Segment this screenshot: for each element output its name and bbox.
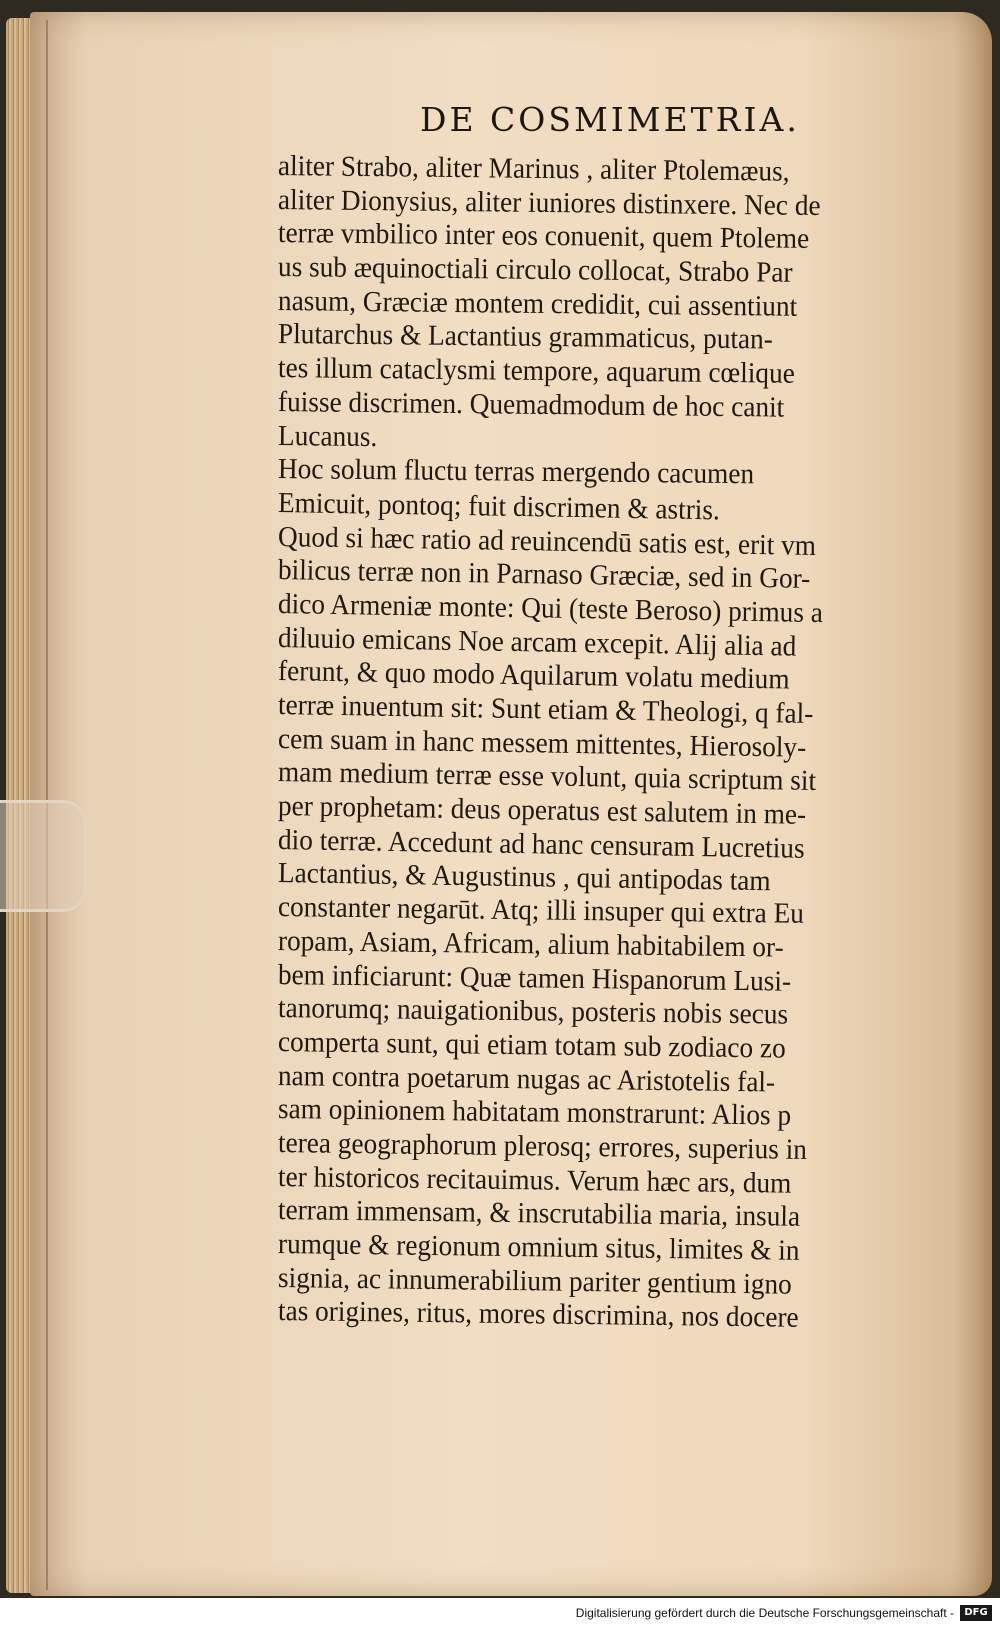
text-line: tes illum cataclysmi tempore, aquarum cœlique (277, 352, 795, 390)
text-line: Plutarchus & Lactantius grammaticus, putan- (277, 318, 774, 356)
text-line: dio terræ. Accedunt ad hanc censuram Lucretius (277, 823, 805, 865)
text-line: aliter Dionysius, aliter iuniores distinxere. Nec de (277, 183, 821, 222)
text-line: nasum, Græciæ montem credidit, cui assentiunt (277, 284, 798, 323)
body-text (277, 150, 958, 1335)
text-line: constanter negarūt. Atq; illi insuper qui extra Eu (277, 891, 805, 930)
running-header: DE COSMIMETRIA. (420, 100, 800, 139)
text-line: cem suam in hanc messem mittentes, Hierosoly- (277, 722, 807, 764)
text-line: Lucanus. (277, 419, 378, 453)
digitization-footer (0, 1598, 1000, 1630)
text-line: ter historicos recitauimus. Verum hæc ars, dum (277, 1160, 792, 1200)
text-line: Lactantius, & Augustinus , qui antipodas tam (277, 857, 771, 898)
text-line: tas origines, ritus, mores discrimina, nos docere (277, 1295, 799, 1335)
funding-credit: Digitalisierung gefördert durch die Deutsche Forschungsgemeinschaft - (575, 1606, 954, 1620)
text-line: ferunt, & quo modo Aquilarum volatu medium (277, 655, 790, 696)
text-line: fuisse discrimen. Quemadmodum de hoc canit (277, 385, 785, 424)
text-line: diluuio emicans Noe arcam excepit. Alij alia ad (277, 621, 797, 663)
text-line: comperta sunt, qui etiam totam sub zodiaco zo (277, 1025, 786, 1065)
text-line: Quod si hæc ratio ad reuincendū satis est, erit vm (277, 520, 817, 562)
text-line: terram immensam, & inscrutabilia maria, insula (277, 1194, 801, 1234)
text-line: tanorumq; nauigationibus, posteris nobis secus (277, 992, 789, 1031)
text-line: bem inficiarunt: Quæ tamen Hispanorum Lusi- (277, 958, 792, 998)
text-line: per prophetam: deus operatus est salutem in me- (277, 790, 807, 831)
text-line: bilicus terræ non in Parnaso Græciæ, sed in Gor- (277, 554, 811, 596)
book-clasp (0, 800, 87, 912)
text-line: Emicuit, pontoq; fuit discrimen & astris. (277, 486, 721, 527)
text-line: nam contra poetarum nugas ac Aristotelis fal- (277, 1059, 776, 1099)
dfg-logo: DFG (960, 1605, 992, 1621)
text-line: ropam, Asiam, Africam, alium habitabilem or- (277, 924, 784, 964)
text-line: us sub æquinoctiali circulo collocat, Strabo Par (277, 251, 793, 289)
text-line: aliter Strabo, aliter Marinus , aliter Ptolemæus, (277, 150, 790, 188)
text-line: sam opinionem habitatam monstrarunt: Alios p (277, 1093, 792, 1132)
text-line: rumque & regionum omnium situs, limites & in (277, 1228, 800, 1267)
text-line: signia, ac innumerabilium pariter gentium igno (277, 1261, 792, 1301)
text-line: terræ inuentum sit: Sunt etiam & Theologi, q fal- (277, 689, 814, 730)
text-line: Hoc solum fluctu terras mergendo cacumen (277, 453, 755, 491)
text-line: terræ vmbilico inter eos conuenit, quem Ptoleme (277, 217, 810, 256)
text-line: terea geographorum plerosq; errores, superius in (277, 1126, 808, 1166)
text-line: dico Armeniæ monte: Qui (teste Beroso) primus a (277, 587, 824, 630)
text-line: mam medium terræ esse volunt, quia scriptum sit (277, 756, 817, 798)
